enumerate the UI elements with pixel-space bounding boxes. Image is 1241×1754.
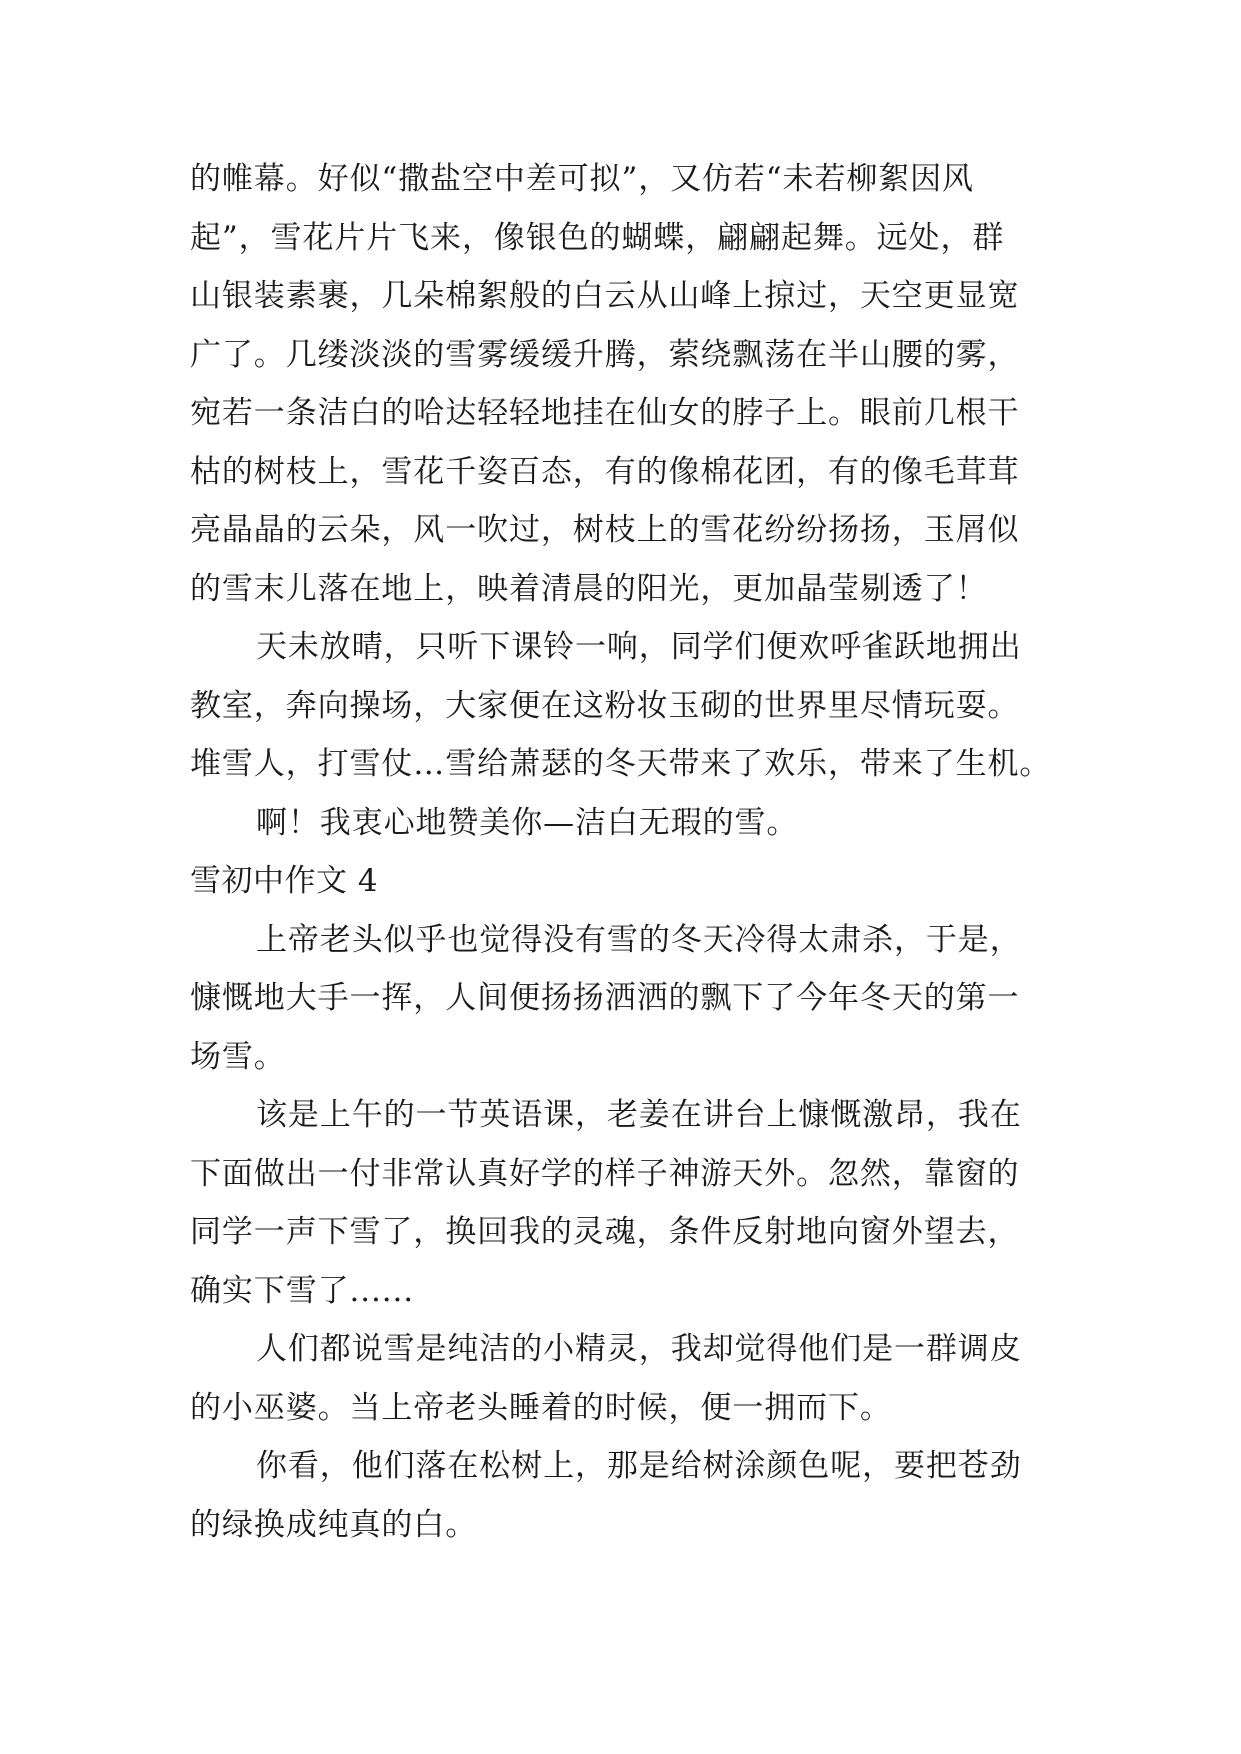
text-line: 的小巫婆。当上帝老头睡着的时候，便一拥而下。 bbox=[190, 1389, 892, 1426]
section-heading: 雪初中作文 4 bbox=[190, 863, 379, 899]
paragraph-first-line: 啊！我衷心地赞美你—洁白无瑕的雪。 bbox=[256, 804, 799, 841]
paragraph-first-line: 上帝老头似乎也觉得没有雪的冬天冷得太肃杀，于是， bbox=[256, 921, 1022, 958]
text-line: 的雪末儿落在地上，映着清晨的阳光，更加晶莹剔透了！ bbox=[190, 570, 988, 607]
text-line: 堆雪人，打雪仗…雪给萧瑟的冬天带来了欢乐，带来了生机。 bbox=[190, 746, 1052, 782]
text-line: 慷慨地大手一挥，人间便扬扬洒洒的飘下了今年冬天的第一 bbox=[190, 980, 1020, 1016]
paragraph-first-line: 天未放晴，只听下课铃一响，同学们便欢呼雀跃地拥出 bbox=[256, 629, 1022, 665]
text-line: 山银装素裹，几朵棉絮般的白云从山峰上掠过，天空更显宽 bbox=[190, 278, 1020, 314]
text-line: 的帷幕。好似“撒盐空中差可拟”，又仿若“未若柳絮因风 bbox=[190, 161, 974, 197]
paragraph-first-line: 该是上午的一节英语课，老姜在讲台上慷慨激昂，我在 bbox=[256, 1097, 1022, 1133]
text-line: 的绿换成纯真的白。 bbox=[190, 1506, 478, 1543]
text-line: 亮晶晶的云朵，风一吹过，树枝上的雪花纷纷扬扬，玉屑似 bbox=[190, 512, 1020, 548]
text-line: 下面做出一付非常认真好学的样子神游天外。忽然，靠窗的 bbox=[190, 1155, 1020, 1192]
paragraph-first-line: 你看，他们落在松树上，那是给树涂颜色呢，要把苍劲 bbox=[256, 1448, 1022, 1484]
text-line: 枯的树枝上，雪花千姿百态，有的像棉花团，有的像毛茸茸 bbox=[190, 453, 1020, 490]
text-line: 教室，奔向操场，大家便在这粉妆玉砌的世界里尽情玩耍。 bbox=[190, 687, 1020, 724]
text-line: 场雪。 bbox=[190, 1038, 286, 1075]
text-line: 同学一声下雪了，换回我的灵魂，条件反射地向窗外望去， bbox=[190, 1214, 1020, 1250]
text-line: 起”，雪花片片飞来，像银色的蝴蝶，翩翩起舞。远处，群 bbox=[190, 219, 1005, 256]
text-line: 广了。几缕淡淡的雪雾缓缓升腾，萦绕飘荡在半山腰的雾， bbox=[190, 336, 1020, 373]
paragraph-first-line: 人们都说雪是纯洁的小精灵，我却觉得他们是一群调皮 bbox=[256, 1331, 1022, 1367]
document-body bbox=[190, 150, 1070, 1554]
text-line: 确实下雪了...... bbox=[190, 1272, 415, 1309]
text-line: 宛若一条洁白的哈达轻轻地挂在仙女的脖子上。眼前几根干 bbox=[190, 395, 1020, 431]
